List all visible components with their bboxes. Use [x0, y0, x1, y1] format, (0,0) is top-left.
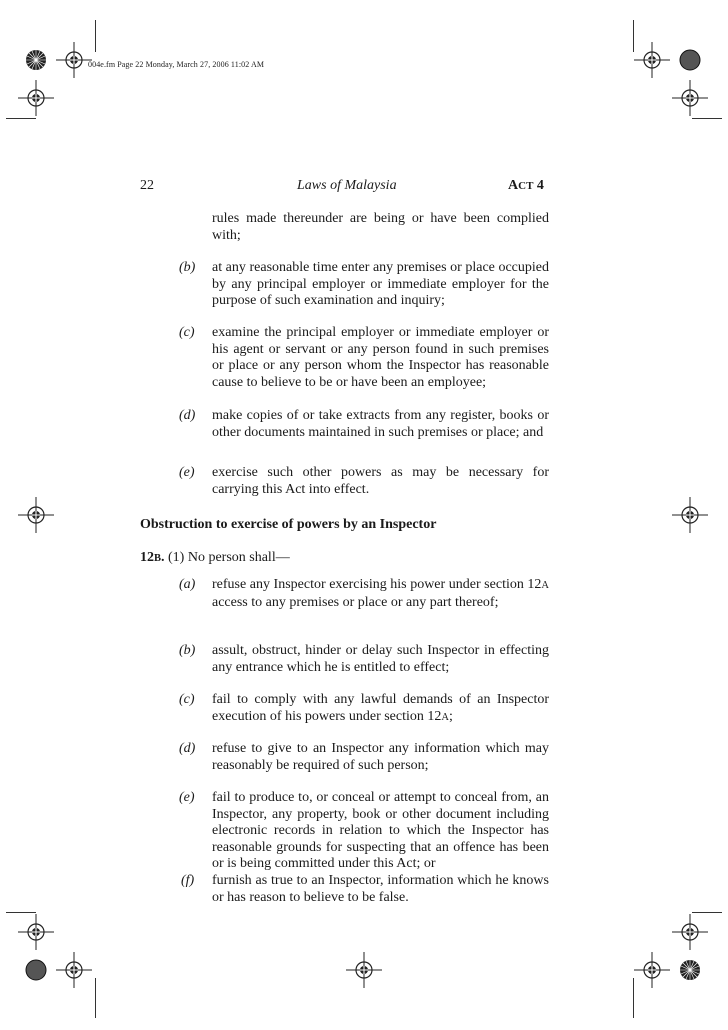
section-12b-intro — [140, 550, 290, 566]
registration-mark-icon — [16, 40, 56, 80]
registration-dot-mark-icon — [16, 950, 56, 990]
crosshair-mark-icon — [16, 78, 56, 118]
paragraph-label: (e) — [179, 465, 195, 480]
section-heading: Obstruction to exercise of powers by an Inspector — [140, 517, 437, 532]
small-caps-letter: A — [441, 711, 449, 723]
crosshair-mark-icon — [670, 495, 710, 535]
paragraph-text: refuse to give to an Inspector any information which may reasonably be required of such person; — [212, 741, 549, 773]
paragraph-text-part: refuse any Inspector exercising his power under section 12 — [212, 577, 542, 592]
crosshair-mark-icon — [54, 950, 94, 990]
paragraph-text — [212, 577, 549, 611]
file-slug: 004e.fm Page 22 Monday, March 27, 2006 11:02 AM — [88, 60, 265, 69]
paragraph-text: assult, obstruct, hinder or delay such Inspector in effecting any entrance which he is entitled to effect; — [212, 643, 549, 675]
trim-line — [6, 912, 36, 913]
paragraph-text: examine the principal employer or immediate employer or his agent or servant or any person found in such premises or place or any person whom the Inspector has reasonable cause to believe to be or have been an employee; — [212, 325, 549, 390]
paragraph-text-part: access to any premises or place or any part thereof; — [212, 594, 499, 610]
section-number-digits: 12 — [140, 550, 154, 565]
paragraph-label: (e) — [179, 790, 195, 805]
paragraph-text: at any reasonable time enter any premises or place occupied by any principal employer or immediate employer for the purpose of such examination and inquiry; — [212, 260, 549, 308]
paragraph-text-part: fail to comply with any lawful demands of an Inspector execution of his powers under section 12 — [212, 692, 549, 724]
paragraph-label: (a) — [179, 577, 196, 592]
trim-line — [633, 20, 634, 52]
act-prefix: A — [508, 178, 519, 193]
registration-mark-icon — [670, 950, 710, 990]
crosshair-mark-icon — [670, 912, 710, 952]
crosshair-mark-icon — [670, 78, 710, 118]
crosshair-mark-icon — [632, 40, 672, 80]
trim-line — [95, 20, 96, 52]
paragraph-label: (b) — [179, 643, 196, 658]
paragraph-label: (c) — [179, 325, 195, 340]
paragraph-label: (b) — [179, 260, 196, 275]
paragraph-text: furnish as true to an Inspector, information which he knows or has reason to believe to be false. — [212, 873, 549, 905]
trim-line — [692, 912, 722, 913]
small-caps-letter: A — [541, 580, 549, 591]
paragraph-label: (d) — [179, 408, 196, 423]
paragraph-text: fail to produce to, or conceal or attempt to conceal from, an Inspector, any property, book or other document including electronic records in relation to which the Inspector has reasonable grounds for suspecting that an offence has been or is being committed under this Act; or — [212, 790, 549, 871]
registration-dot-mark-icon — [670, 40, 710, 80]
trim-line — [6, 118, 36, 119]
paragraph-label: (f) — [181, 873, 195, 888]
crosshair-mark-icon — [16, 495, 56, 535]
section-number — [140, 550, 165, 565]
subsection-intro: (1) No person shall— — [168, 550, 290, 565]
trim-line — [95, 978, 96, 1018]
trim-line — [692, 118, 722, 119]
paragraph-text — [212, 692, 549, 726]
page-number: 22 — [140, 178, 154, 193]
running-title: Laws of Malaysia — [297, 178, 397, 193]
paragraph-label: (d) — [179, 741, 196, 756]
section-number-dot: . — [161, 550, 165, 565]
crosshair-mark-icon — [344, 950, 384, 990]
paragraph-text-part: ; — [448, 708, 453, 724]
paragraph-label: (c) — [179, 692, 195, 707]
trim-line — [633, 978, 634, 1018]
paragraph-text: exercise such other powers as may be necessary for carrying this Act into effect. — [212, 465, 549, 497]
crosshair-mark-icon — [16, 912, 56, 952]
act-small-caps: CT — [518, 180, 534, 192]
act-label — [508, 178, 544, 194]
act-number: 4 — [533, 178, 544, 193]
paragraph-text: make copies of or take extracts from any register, books or other documents maintained in such premises or place; and — [212, 408, 549, 440]
continuation-paragraph: rules made thereunder are being or have been complied with; — [212, 211, 549, 243]
crosshair-mark-icon — [632, 950, 672, 990]
section-number-suffix: B — [154, 553, 162, 564]
